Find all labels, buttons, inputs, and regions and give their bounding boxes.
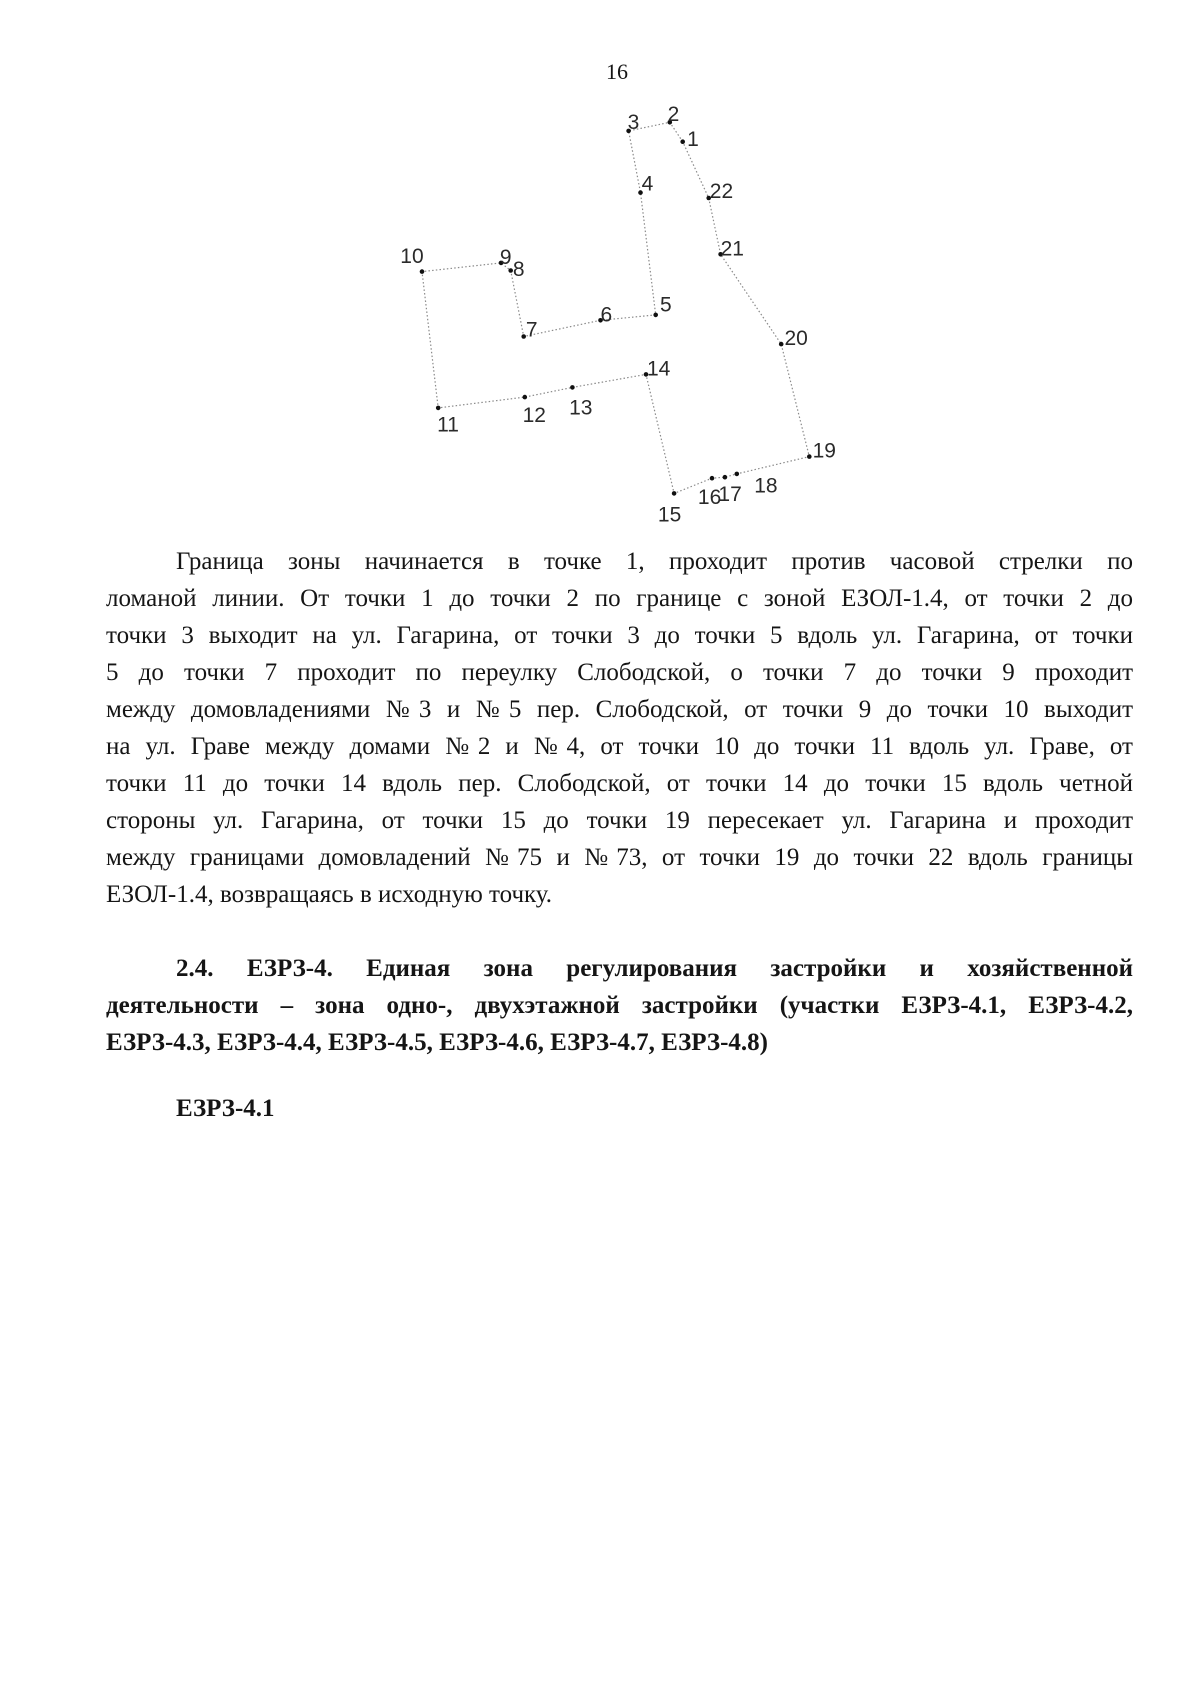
boundary-point-label: 17 — [718, 483, 742, 506]
boundary-point-marker — [420, 269, 425, 274]
boundary-point-label: 9 — [499, 246, 512, 269]
boundary-point-label: 8 — [512, 257, 525, 281]
zone-boundary-diagram — [0, 0, 1200, 560]
boundary-point-label: 15 — [657, 503, 682, 527]
boundary-point-label: 16 — [697, 486, 722, 510]
boundary-point-marker — [710, 476, 715, 481]
boundary-point-label: 20 — [784, 327, 808, 351]
boundary-point-label: 21 — [720, 237, 744, 261]
boundary-point-label: 6 — [600, 303, 613, 327]
heading-line: ЕЗРЗ-4.3, ЕЗРЗ-4.4, ЕЗРЗ-4.5, ЕЗРЗ-4.6, ЕЗРЗ-4.7, ЕЗРЗ-4.8) — [106, 1029, 768, 1056]
heading-line: 2.4. ЕЗРЗ-4. Единая зона регулирования застройки и хозяйственной — [176, 955, 1133, 982]
boundary-point-label: 14 — [647, 357, 671, 381]
boundary-point-label: 3 — [627, 110, 640, 134]
boundary-point-label: 4 — [641, 172, 654, 196]
boundary-point-marker — [807, 454, 812, 459]
paragraph-line: точки 3 выходит на ул. Гагарина, от точки 3 до точки 5 вдоль ул. Гагарина, от точки — [106, 622, 1133, 649]
boundary-point-marker — [653, 313, 658, 318]
boundary-point-label: 2 — [667, 103, 680, 127]
section-heading — [106, 950, 1133, 1061]
subsection-heading: ЕЗРЗ-4.1 — [176, 1095, 275, 1122]
boundary-point-label: 5 — [660, 293, 672, 317]
boundary-point-label: 19 — [812, 439, 836, 463]
boundary-point-label: 18 — [754, 474, 778, 498]
boundary-point-label: 7 — [525, 318, 538, 342]
boundary-point-marker — [735, 472, 740, 477]
paragraph-line: стороны ул. Гагарина, от точки 15 до точки 19 пересекает ул. Гагарина и проходит — [106, 807, 1133, 834]
paragraph-line: между домовладениями №3 и №5 пер. Слободской, от точки 9 до точки 10 выходит — [106, 696, 1133, 723]
boundary-point-marker — [436, 406, 441, 411]
boundary-point-marker — [723, 475, 728, 480]
boundary-point-label: 1 — [687, 128, 699, 152]
boundary-point-label: 11 — [437, 413, 459, 437]
paragraph-line: между границами домовладений №75 и №73, от точки 19 до точки 22 вдоль границы — [106, 844, 1133, 871]
boundary-description-paragraph — [106, 543, 1133, 913]
heading-line: деятельности – зона одно-, двухэтажной застройки (участки ЕЗРЗ-4.1, ЕЗРЗ-4.2, — [106, 992, 1133, 1019]
paragraph-line: ломаной линии. От точки 1 до точки 2 по границе с зоной ЕЗОЛ-1.4, от точки 2 до — [106, 585, 1133, 612]
boundary-point-label: 22 — [709, 180, 734, 203]
boundary-point-label: 13 — [569, 396, 593, 420]
paragraph-line: ЕЗОЛ-1.4, возвращаясь в исходную точку. — [106, 881, 553, 908]
boundary-point-label: 10 — [400, 244, 424, 268]
boundary-point-marker — [570, 385, 575, 390]
paragraph-line: 5 до точки 7 проходит по переулку Слободской, о точки 7 до точки 9 проходит — [106, 659, 1133, 686]
boundary-point-label: 12 — [522, 404, 546, 427]
boundary-point-marker — [672, 491, 677, 496]
boundary-point-marker — [680, 139, 685, 144]
boundary-point-marker — [523, 395, 528, 400]
page-number: 16 — [606, 59, 628, 84]
paragraph-line: на ул. Граве между домами №2 и №4, от точки 10 до точки 11 вдоль ул. Граве, от — [106, 733, 1133, 760]
boundary-line — [422, 122, 809, 493]
paragraph-line: Граница зоны начинается в точке 1, проходит против часовой стрелки по — [176, 548, 1133, 575]
boundary-point-marker — [779, 342, 784, 347]
paragraph-line: точки 11 до точки 14 вдоль пер. Слободской, от точки 14 до точки 15 вдоль четной — [106, 770, 1133, 797]
